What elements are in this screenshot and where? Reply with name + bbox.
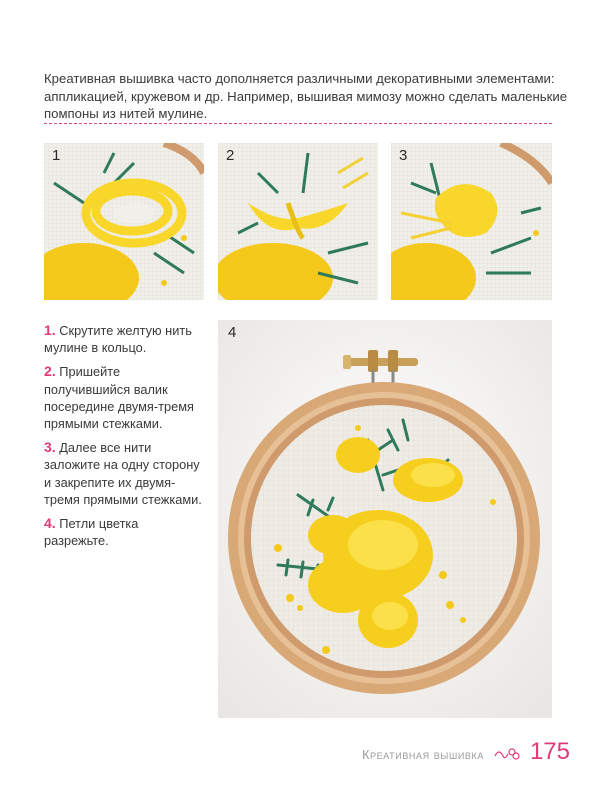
step-text-1: Скрутите желтую нить мулине в кольцо. <box>44 323 192 356</box>
steps-list <box>44 322 202 556</box>
photo-number-1: 1 <box>52 147 61 164</box>
step-text-4: Петли цветка разрежьте. <box>44 516 139 549</box>
step-photo-4 <box>218 320 552 718</box>
photo-4-image <box>218 320 552 718</box>
step-1 <box>44 322 202 356</box>
step-text-2: Пришейте получившийся валик посередине двумя-тремя прямыми стежками. <box>44 364 194 432</box>
page-footer <box>362 738 570 764</box>
scissors-thread-icon <box>494 744 520 764</box>
photo-3-image <box>391 143 552 300</box>
step-text-3: Далее все нити заложите на одну сторону и закрепите их двумя-тремя прямыми стежками. <box>44 440 202 507</box>
step-2 <box>44 363 202 432</box>
step-number-3: 3. <box>44 439 56 456</box>
photo-number-4: 4 <box>228 324 237 341</box>
step-photo-2 <box>218 143 378 300</box>
step-number-1: 1. <box>44 322 56 338</box>
step-3 <box>44 439 202 508</box>
page-number: 175 <box>529 738 570 765</box>
step-4 <box>44 515 202 549</box>
photo-1-image <box>44 143 204 300</box>
dashed-divider <box>44 123 552 124</box>
photo-2-image <box>218 143 378 300</box>
photo-number-3: 3 <box>399 147 408 164</box>
step-photo-1 <box>44 143 204 300</box>
footer-section-title: Креативная вышивка <box>362 748 484 762</box>
step-photo-3 <box>391 143 552 300</box>
step-number-2: 2. <box>44 363 56 380</box>
photo-number-2: 2 <box>226 147 235 164</box>
step-number-4: 4. <box>44 515 56 532</box>
intro-paragraph: Креативная вышивка часто дополняется различными декоративными элементами: аппликацией, кружевом и др. Например, вышивая мимозу можно сделать маленькие помпоны из нитей мулине. <box>44 71 568 121</box>
